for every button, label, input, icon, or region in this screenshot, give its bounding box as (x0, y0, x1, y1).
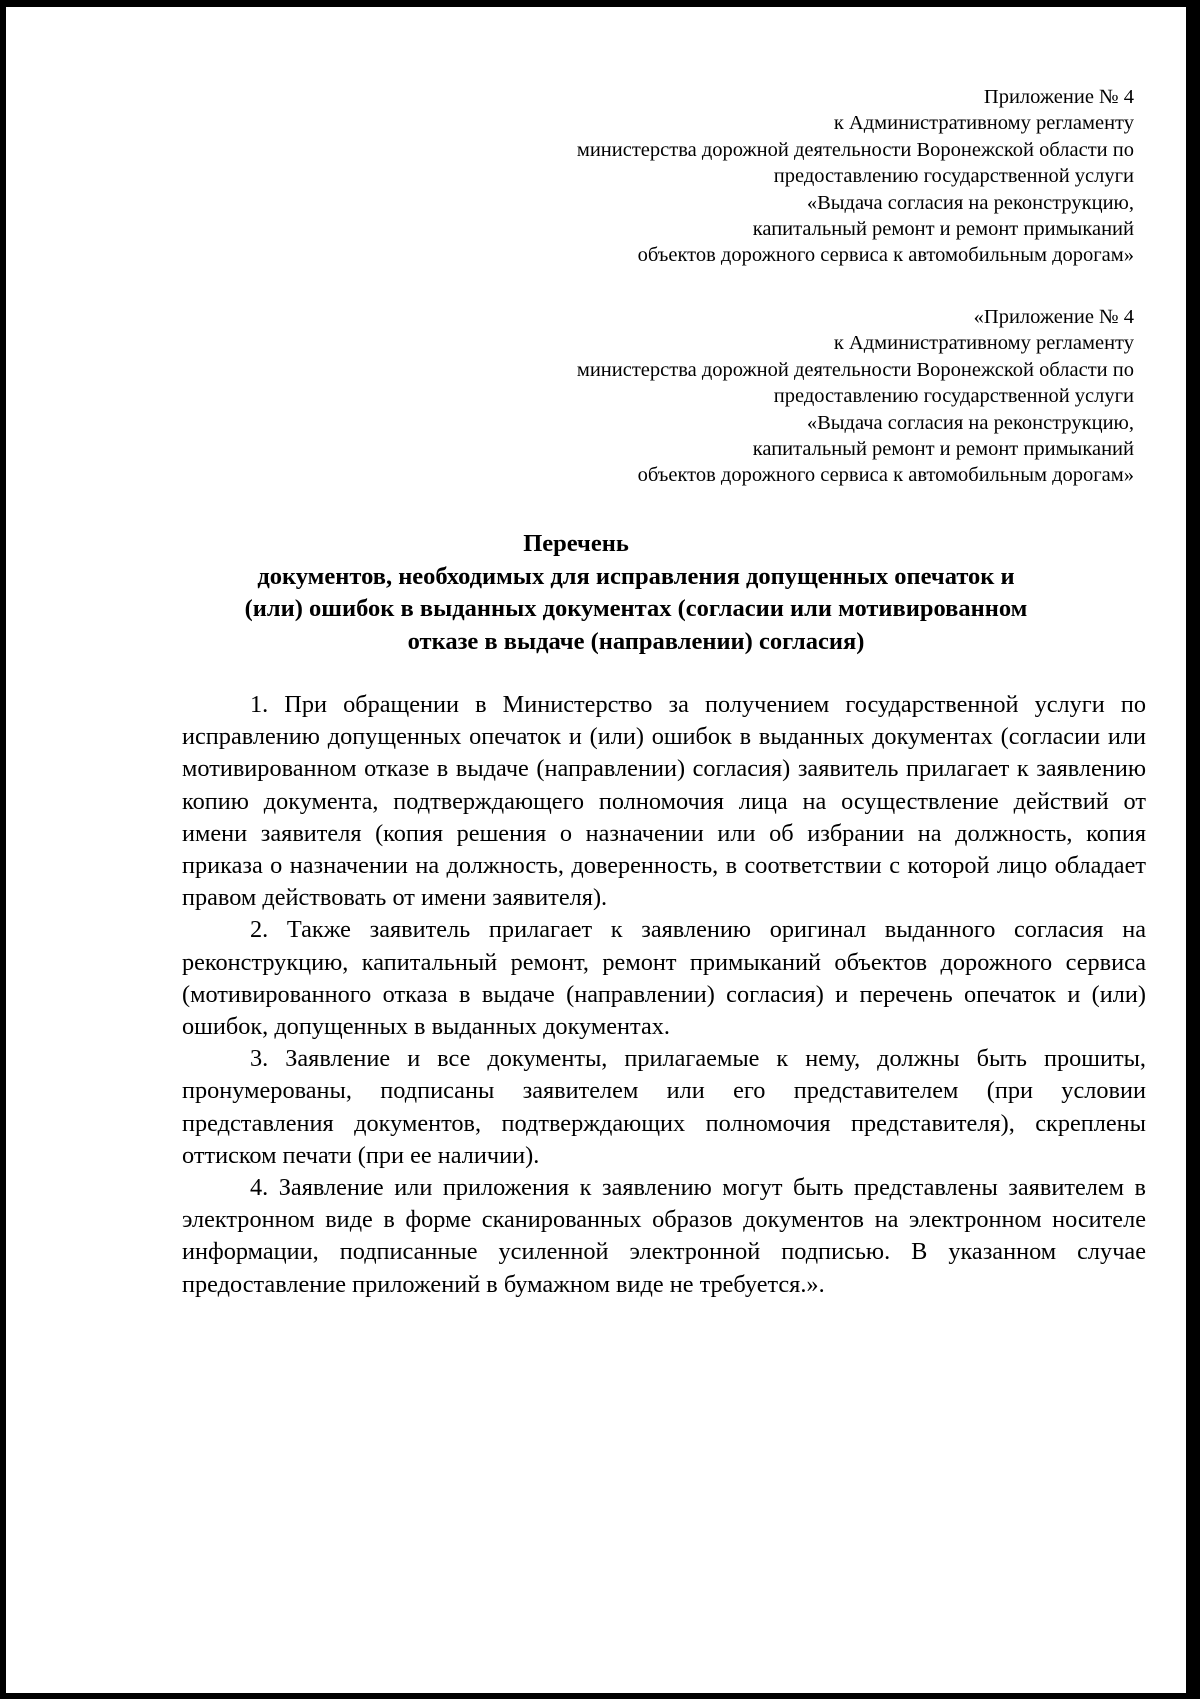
header-line: «Приложение № 4 (973, 306, 1134, 328)
header-line: министерства дорожной деятельности Воронежской области по (576, 358, 1134, 381)
header-line: объектов дорожного сервиса к автомобильным дорогам» (637, 464, 1134, 487)
title-line: документов, необходимых для исправления допущенных опечаток и (257, 562, 1015, 590)
document-title (176, 528, 1096, 658)
header-line: министерства дорожной деятельности Воронежской области по (576, 138, 1134, 161)
document-body (182, 689, 1146, 1301)
title-line: (или) ошибок в выданных документах (согласии или мотивированном (244, 595, 1028, 622)
header-line: капитальный ремонт и ремонт примыканий (752, 218, 1134, 241)
quoted-appendix-header (577, 304, 1134, 489)
paragraph-4: 4. Заявление или приложения к заявлению могут быть представлены заявителем в электронном виде в форме сканированных образов документов на электронном носителе информации, подписанные усиленной электронной подписью. В указанном случае предоставление приложений в бумажном виде не требуется.». (182, 1174, 1146, 1298)
header-line: Приложение № 4 (983, 86, 1134, 108)
header-line: «Выдача согласия на реконструкцию, (806, 191, 1134, 214)
document-page (6, 7, 1186, 1693)
header-line: к Административному регламенту (833, 332, 1134, 355)
header-line: объектов дорожного сервиса к автомобильным дорогам» (637, 244, 1134, 267)
title-heading: Перечень (523, 530, 629, 557)
header-line: капитальный ремонт и ремонт примыканий (752, 438, 1134, 461)
header-line: предоставлению государственной услуги (773, 165, 1134, 188)
header-line: «Выдача согласия на реконструкцию, (806, 411, 1134, 434)
appendix-header (577, 84, 1134, 269)
paragraph-3: 3. Заявление и все документы, прилагаемые к нему, должны быть прошиты, пронумерованы, подписаны заявителем или его представителем (при условии представления документов, подтверждающих полномочия представителя), скреплены оттиском печати (при ее наличии). (182, 1045, 1146, 1169)
header-line: предоставлению государственной услуги (773, 385, 1134, 408)
paragraph-1: 1. При обращении в Министерство за получением государственной услуги по исправлению допущенных опечаток и (или) ошибок в выданных документах (согласии или мотивированном отказе в выдаче (направлении) согласия) заявитель прилагает к заявлению копию документа, подтверждающего полномочия лица на осуществление действий от имени заявителя (копия решения о назначении или об избрании на должность, копия приказа о назначении на должность, доверенность, в соответствии с которой лицо обладает правом действовать от имени заявителя). (182, 691, 1146, 912)
header-line: к Административному регламенту (833, 112, 1134, 135)
title-line: отказе в выдаче (направлении) согласия) (407, 627, 865, 655)
paragraph-2: 2. Также заявитель прилагает к заявлению оригинал выданного согласия на реконструкцию, капитальный ремонт, ремонт примыканий объектов дорожного сервиса (мотивированного отказа в выдаче (направлении) согласия) и перечень опечаток и (или) ошибок, допущенных в выданных документах. (182, 916, 1146, 1041)
